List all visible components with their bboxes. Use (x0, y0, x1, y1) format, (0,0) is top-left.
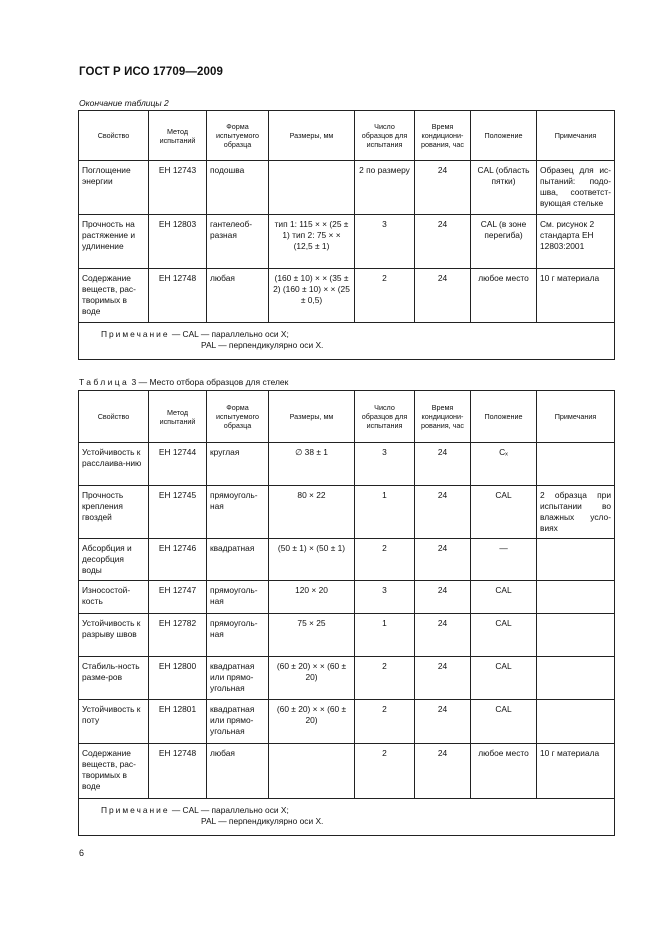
cell-method: ЕН 12801 (149, 700, 207, 744)
cell-method: ЕН 12747 (149, 581, 207, 614)
cell-count: 2 (355, 269, 415, 323)
cell-notes: См. рисунок 2 стандарта ЕН 12803:2001 (537, 215, 615, 269)
cell-form: прямоуголь-ная (207, 581, 269, 614)
cell-method: ЕН 12748 (149, 744, 207, 799)
cell-notes (537, 539, 615, 581)
header-count: Число образцов для испытания (355, 111, 415, 161)
cell-method: ЕН 12746 (149, 539, 207, 581)
cell-method: ЕН 12743 (149, 161, 207, 215)
table-note-row (79, 323, 615, 360)
cell-position: — (471, 539, 537, 581)
cell-size: ∅ 38 ± 1 (269, 443, 355, 486)
cell-position: CAL (в зоне перегиба) (471, 215, 537, 269)
cell-time: 24 (415, 269, 471, 323)
table-row (79, 581, 615, 614)
cell-property: Износостой-кость (79, 581, 149, 614)
document-title: ГОСТ Р ИСО 17709—2009 (79, 66, 224, 78)
cell-property: Устойчивость к расслаива-нию (79, 443, 149, 486)
cell-form: прямоуголь-ная (207, 486, 269, 539)
cell-size: (50 ± 1) × (50 ± 1) (269, 539, 355, 581)
note-label: Примечание (101, 805, 170, 815)
cell-time: 24 (415, 614, 471, 657)
cell-property: Прочность на растяжение и удлинение (79, 215, 149, 269)
cell-size: 120 × 20 (269, 581, 355, 614)
cell-position: любое место (471, 744, 537, 799)
cell-count: 2 по размеру (355, 161, 415, 215)
header-position: Положение (471, 111, 537, 161)
cell-method: ЕН 12782 (149, 614, 207, 657)
table-row (79, 744, 615, 799)
cell-property: Устойчивость к поту (79, 700, 149, 744)
table-header-row (79, 111, 615, 161)
cell-size: (60 ± 20) × × (60 ± 20) (269, 657, 355, 700)
cell-position: CAL (471, 581, 537, 614)
cell-time: 24 (415, 581, 471, 614)
cell-position: CAL (471, 486, 537, 539)
cell-method: ЕН 12803 (149, 215, 207, 269)
cell-notes (537, 614, 615, 657)
header-size: Размеры, мм (269, 111, 355, 161)
table-row (79, 614, 615, 657)
header-count: Число образцов для испытания (355, 391, 415, 443)
note-line-1: — CAL — параллельно оси X; (171, 329, 289, 339)
cell-form: круглая (207, 443, 269, 486)
cell-time: 24 (415, 700, 471, 744)
cell-form: квадратная или прямо-угольная (207, 700, 269, 744)
cell-position: любое место (471, 269, 537, 323)
header-form: Форма испытуемого образца (207, 111, 269, 161)
table-header-row (79, 391, 615, 443)
cell-count: 3 (355, 581, 415, 614)
table-note (79, 323, 615, 360)
cell-size: 80 × 22 (269, 486, 355, 539)
cell-size: (60 ± 20) × × (60 ± 20) (269, 700, 355, 744)
cell-time: 24 (415, 486, 471, 539)
table-row (79, 539, 615, 581)
cell-property: Абсорбция и десорбция воды (79, 539, 149, 581)
cell-form: любая (207, 744, 269, 799)
cell-position: CAL (471, 657, 537, 700)
cell-notes (537, 581, 615, 614)
note-line-2: PAL — перпендикулярно оси X. (201, 815, 324, 826)
cell-size: тип 1: 115 × × (25 ± 1) тип 2: 75 × × (12,5 ± 1) (269, 215, 355, 269)
header-form: Форма испытуемого образца (207, 391, 269, 443)
header-notes: Примечания (537, 111, 615, 161)
cell-form: квадратная (207, 539, 269, 581)
cell-position: CAL (471, 614, 537, 657)
header-method: Метод испытаний (149, 111, 207, 161)
cell-time: 24 (415, 443, 471, 486)
cell-time: 24 (415, 539, 471, 581)
cell-property: Содержание веществ, рас-творимых в воде (79, 269, 149, 323)
note-line-2: PAL — перпендикулярно оси X. (201, 339, 324, 350)
cell-count: 2 (355, 700, 415, 744)
cell-count: 2 (355, 744, 415, 799)
header-position: Положение (471, 391, 537, 443)
cell-position: Cₓ (471, 443, 537, 486)
cell-notes (537, 443, 615, 486)
header-property: Свойство (79, 111, 149, 161)
cell-property: Устойчивость к разрыву швов (79, 614, 149, 657)
table-row (79, 700, 615, 744)
cell-count: 1 (355, 614, 415, 657)
table-3 (78, 390, 615, 836)
cell-notes: 2 образца при испытании во влажных усло-виях (537, 486, 615, 539)
cell-notes: Образец для ис-пытаний: подо-шва, соответст-вующая стельке (537, 161, 615, 215)
cell-property: Прочность крепления гвоздей (79, 486, 149, 539)
cell-notes: 10 г материала (537, 744, 615, 799)
cell-form: любая (207, 269, 269, 323)
cell-size: 75 × 25 (269, 614, 355, 657)
header-time: Время кондициони-рования, час (415, 111, 471, 161)
cell-time: 24 (415, 744, 471, 799)
note-label: Примечание (101, 329, 170, 339)
cell-count: 3 (355, 215, 415, 269)
table2-caption: Окончание таблицы 2 (79, 98, 169, 108)
table-row (79, 161, 615, 215)
note-line-1: — CAL — параллельно оси X; (171, 805, 289, 815)
cell-time: 24 (415, 215, 471, 269)
table-row (79, 657, 615, 700)
header-size: Размеры, мм (269, 391, 355, 443)
header-property: Свойство (79, 391, 149, 443)
cell-method: ЕН 12745 (149, 486, 207, 539)
cell-method: ЕН 12748 (149, 269, 207, 323)
cell-notes (537, 700, 615, 744)
cell-position: CAL (область пятки) (471, 161, 537, 215)
table-row (79, 443, 615, 486)
table3-caption-label: Таблица (79, 377, 130, 387)
cell-method: ЕН 12744 (149, 443, 207, 486)
cell-notes: 10 г материала (537, 269, 615, 323)
header-method: Метод испытаний (149, 391, 207, 443)
cell-position: CAL (471, 700, 537, 744)
table3-caption-text: 3 — Место отбора образцов для стелек (131, 377, 289, 387)
cell-time: 24 (415, 161, 471, 215)
cell-size: (160 ± 10) × × (35 ± 2) (160 ± 10) × × (25 ± 0,5) (269, 269, 355, 323)
cell-form: квадратная или прямо-угольная (207, 657, 269, 700)
table-note (79, 799, 615, 836)
cell-count: 2 (355, 657, 415, 700)
cell-property: Поглощение энергии (79, 161, 149, 215)
table3-caption (79, 377, 288, 387)
header-time: Время кондициони-рования, час (415, 391, 471, 443)
table-row (79, 269, 615, 323)
cell-count: 1 (355, 486, 415, 539)
cell-time: 24 (415, 657, 471, 700)
cell-method: ЕН 12800 (149, 657, 207, 700)
cell-form: прямоуголь-ная (207, 614, 269, 657)
table-2 (78, 110, 615, 360)
cell-property: Стабиль-ность разме-ров (79, 657, 149, 700)
cell-property: Содержание веществ, рас-творимых в воде (79, 744, 149, 799)
table-row (79, 215, 615, 269)
cell-form: подошва (207, 161, 269, 215)
cell-size (269, 161, 355, 215)
cell-size (269, 744, 355, 799)
cell-form: гантелеоб-разная (207, 215, 269, 269)
header-notes: Примечания (537, 391, 615, 443)
table-row (79, 486, 615, 539)
cell-notes (537, 657, 615, 700)
cell-count: 3 (355, 443, 415, 486)
cell-count: 2 (355, 539, 415, 581)
table-note-row (79, 799, 615, 836)
page-number: 6 (79, 848, 85, 858)
